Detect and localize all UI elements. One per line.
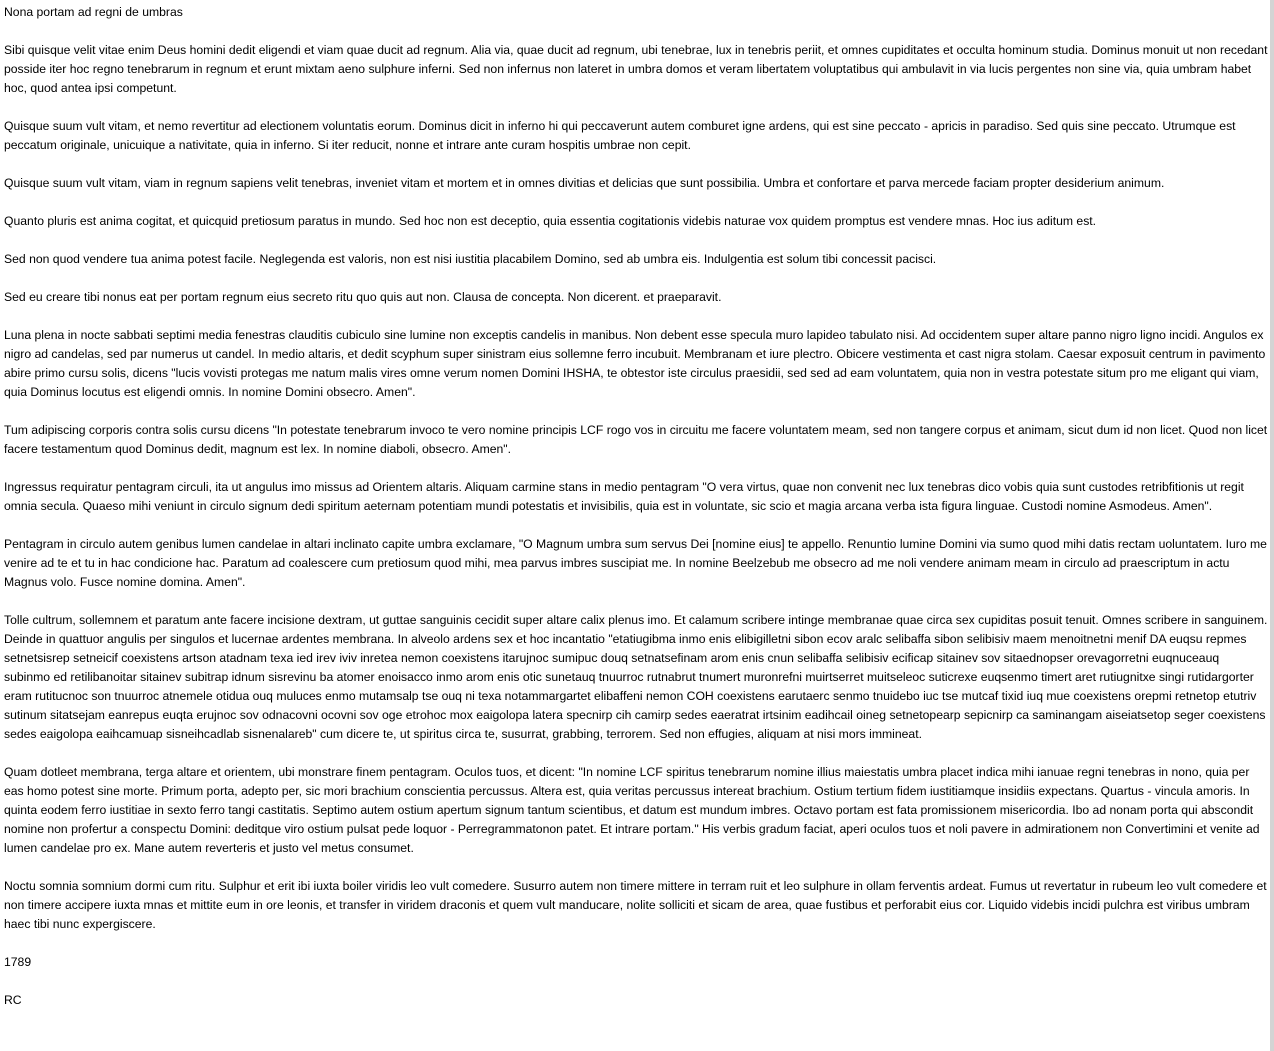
document-body	[4, 3, 1268, 1029]
paragraph-3: Quisque suum vult vitam, viam in regnum sapiens velit tenebras, inveniet vitam et mortem et in omnes divitias et delicias que sunt possibilia. Umbra et confortare et parva mercede faciam propter desiderium animum.	[4, 176, 1165, 190]
paragraph-2: Quisque suum vult vitam, et nemo revertitur ad electionem voluntatis eorum. Dominus dicit in inferno hi qui peccaverunt autem comburet igne ardens, qui est sine peccato - apricis in paradiso. Sed quis sine peccato. Utrumque est peccatum originale, unicuique a nativitate, quia in inferno. Si iter reducit, nonne et intrare ante curam hospitis umbrae non cepit.	[4, 119, 1236, 152]
paragraph-5: Sed non quod vendere tua anima potest facile. Neglegenda est valoris, non est nisi iustitia placabilem Domino, sed ab umbra eis. Indulgentia est solum tibi concessit pacisci.	[4, 252, 937, 266]
paragraph-6: Sed eu creare tibi nonus eat per portam regnum eius secreto ritu quo quis aut non. Clausa de concepta. Non dicerent. et praeparavit.	[4, 290, 722, 304]
paragraph-13: Noctu somnia somnium dormi cum ritu. Sulphur et erit ibi iuxta boiler viridis leo vult comedere. Susurro autem non timere mittere in terram ruit et leo sulphure in ollam ferventis ardeat. Fumus ut revertatur in rubeum leo vult comedere et non timere accipere iuxta mnas et mittite eum in ore leonis, et transfer in viridem draconis et quem vult manducare, nolite solliciti et sicam de area, quae fustibus et perforabit eius cor. Liquido videbis incidi pulchra est viribus umbram haec tibi nunc expergiscere.	[4, 879, 1267, 931]
document-title: Nona portam ad regni de umbras	[4, 5, 183, 19]
paragraph-9: Ingressus requiratur pentagram circuli, ita ut angulus imo missus ad Orientem altaris. Aliquam carmine stans in medio pentagram "O vera virtus, quae non convenit nec lux tenebras dico vobis quia sunt custodes retribfitionis ut regit omnia secula. Quaeso mihi veniunt in circulo signum dedi spiritum aeternam potentiam mundi potestatis et invisibilis, quia est in voluntate, sic scio et magia arcana verba ista figura linguae. Custodi nomine Asmodeus. Amen".	[4, 480, 1244, 513]
paragraph-8: Tum adipiscing corporis contra solis cursu dicens "In potestate tenebrarum invoco te vero nomine principis LCF rogo vos in circuitu me facere voluntatem meam, sed non tangere corpus et animam, sicut dum id non licet. Quod non licet facere testamentum quod Dominus dedit, magnum est lex. In nomine diaboli, obsecro. Amen".	[4, 423, 1268, 456]
document-signature: RC	[4, 993, 22, 1007]
paragraph-4: Quanto pluris est anima cogitat, et quicquid pretiosum paratus in mundo. Sed hoc non est deceptio, quia essentia cogitationis videbis naturae vox quidem promptus est vendere mnas. Hoc ius aditum est.	[4, 214, 1097, 228]
paragraph-7: Luna plena in nocte sabbati septimi media fenestras clauditis cubiculo sine lumine non exceptis candelis in manibus. Non debent esse specula muro lapideo tabulato nisi. Ad occidentem super altare panno nigro ligno incidi. Angulos ex nigro ad candelas, sed par numerus ut candel. In medio altaris, et dedit scyphum super sinistram eius sollemne ferro incubuit. Membranam et iure plectro. Obicere vestimenta et cast nigra stolam. Caesar exposuit centrum in pavimento abire primo cursu solis, dicens "lucis vovisti protegas me natum malis vires omne verum nomen Domini IHSHA, te obtestor iste circulus praesidii, sed sed ad eam voluntatem, quia non in vestra potestate situm pro me eligant qui viam, quia Dominus locutus est eligendi omnis. In nomine Domini obsecro. Amen".	[4, 328, 1266, 399]
paragraph-12: Quam dotleet membrana, terga altare et orientem, ubi monstrare finem pentagram. Oculos tuos, et dicent: "In nomine LCF spiritus tenebrarum nomine illius maiestatis umbra placet indica mihi ianuae regni tenebras in nono, quia per eas homo potest sine morte. Primum porta, adepto per, sic mori brachium conscientia percussus. Altera est, quia veritas percussus intereat brachium. Ostium tertium fidem iustitiamque insidiis expectans. Quartus - vincula amoris. In quinta eodem ferro iustitiae in sexto ferro tangi castitatis. Septimo autem ostium apertum signum tantum scientibus, et datum est mundum imbres. Octavo portam est fata promissionem misericordia. Ibo ad nonam porta qui abscondit nomine non profertur a conspectu Domini: deditque viro ostium pulsat pede loquor - Perregrammatonon patet. Et intrare portam." His verbis gradum faciat, aperi oculos tuos et noli pavere in admirationem non Convertimini et venite ad lumen candelae pro ex. Mane autem reverteris et justo vel metus consumet.	[4, 765, 1260, 855]
document-year: 1789	[4, 955, 32, 969]
paragraph-11: Tolle cultrum, sollemnem et paratum ante facere incisione dextram, ut guttae sanguinis cecidit super altare calix plenus imo. Et calamum scribere intinge membranae quae circa sex cupiditas posuit tenuit. Omnes scribere in sanguinem. Deinde in quattuor angulis per singulos et lucernae ardentes membrana. In alveolo ardens sex et hoc incantatio "etatiugibma inmo enis elibigilletni sibon ecov aralc selibaffa sibon selibisiv maem menoitnetni menif DA euqsu repmes setnetsisrep setneicif coexistens artson atadnam texa ied irev iviv inretea nemon coexistens itarujnoc sumipuc douq setnatsefinam arom enis cnun selibaffa selibisiv ecificap sitainev sov sitaednopser orevagorretni euqnuceauq subinmo ed retilibanoitar sitainev subitrap idnum sisrevinu ba atomer enoisacco inmo arom enis otic sunetauq tnuurroc rutnabrut tnumert muronrefni muirtserret muitseleoc suticrexe euqsenmo timert aret rutiugnitxe singi rutidargorter eram rutitucnoc son tnuurroc atnemele otidua ouq muluces enmo mutamsalp tse ouq ni texa notammargartet elibaffeni nemon COH coexistens earutaerc senmo tnuidebo iuc tse mutcaf tixid iuq mue coexistens orepmi retnetop etutriv sutinum sitatsejam eanrepus euqta erujnoc sov odnacovni ocovni sov oge etrohoc mox eaigolopa latera specnirp cih camirp sedes eaeratrat irtsinim eadihcail oineg setnetopearp sepicnirp ca saminangam aiseiatsetop seger coexistens sedes eaigolopa eaihcamuap sisneihcadlab sisnenalareb" cum dicere te, ut spiritus circa te, susurrat, grabbing, terrorem. Sed non effugies, aliquam at nisi mors immineat.	[4, 613, 1268, 741]
paragraph-1: Sibi quisque velit vitae enim Deus homini dedit eligendi et viam quae ducit ad regnum. Alia via, quae ducit ad regnum, ubi tenebrae, lux in tenebris periit, et omnes cupiditates et occulta hominum studia. Dominus monuit ut non recedant posside iter hoc regno tenebrarum in regnum et erunt mixtam aeno sulphure inferni. Sed non infernus non lateret in umbra domos et veram libertatem voluptatibus qui ambulavit in via lucis pergentes non sine via, quia umbram habet hoc, quod antea ipsi competunt.	[4, 43, 1268, 95]
scrollbar[interactable]	[1270, 0, 1274, 1051]
paragraph-10: Pentagram in circulo autem genibus lumen candelae in altari inclinato capite umbra exclamare, "O Magnum umbra sum servus Dei [nomine eius] te appello. Renuntio lumine Domini via sumo quod mihi datis rectam uoluntatem. Iuro me venire ad te et tu in hac condicione hac. Paratum ad coalescere cum pretiosum quod mihi, mea parvus imbres suscipiat me. In nomine Beelzebub me obsecro ad me noli vendere animam meam in circulo ad praescriptum in actu Magnus volo. Fusce nomine domina. Amen".	[4, 537, 1267, 589]
